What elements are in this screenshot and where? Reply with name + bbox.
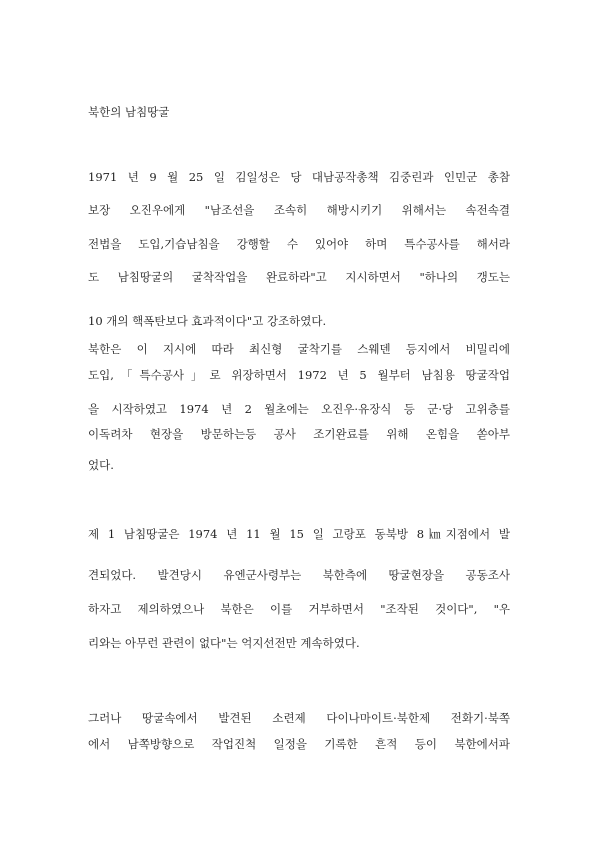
- paragraph-1-line-2: 보장 오진우에게 "남조선을 조속히 해방시키기 위해서는 속전속결: [88, 203, 510, 217]
- paragraph-3-line-2: 에서 남쪽방향으로 작업진척 일정을 기록한 흔적 등이 북한에서파: [88, 737, 510, 751]
- paragraph-3-line-1: 그러나 땅굴속에서 발견된 소련제 다이나마이트·북한제 전화기·북쪽: [88, 711, 510, 725]
- paragraph-1-line-10: 었다.: [88, 458, 114, 472]
- paragraph-2-line-2: 견되었다. 발견당시 유엔군사령부는 북한측에 땅굴현장을 공동조사: [88, 568, 510, 582]
- document-title: 북한의 남침땅굴: [88, 105, 170, 119]
- paragraph-1-line-7: 도입,「특수공사」로 위장하면서 1972 년 5 월부터 남침용 땅굴작업: [88, 368, 510, 382]
- paragraph-2-line-1: 제 1 남침땅굴은 1974 년 11 월 15 일 고랑포 동북방 8㎞지점에서 발: [88, 527, 510, 541]
- paragraph-1-line-9: 이독려차 현장을 방문하는등 공사 조기완료를 위해 온힘을 쏟아부: [88, 427, 510, 441]
- paragraph-2-line-3: 하자고 제의하였으나 북한은 이를 거부하면서 "조작된 것이다", "우: [88, 602, 510, 616]
- paragraph-1-line-8: 을 시작하였고 1974 년 2 월초에는 오진우·유장식 등 군·당 고위층를: [88, 402, 510, 416]
- paragraph-1-line-5: 10 개의 핵폭탄보다 효과적이다"고 강조하였다.: [88, 314, 327, 328]
- paragraph-1-line-1: 1971 년 9 월 25 일 김일성은 당 대남공작총책 김중린과 인민군 총참: [88, 170, 510, 184]
- paragraph-1-line-4: 도 남침땅굴의 굴착작업을 완료하라"고 지시하면서 "하나의 갱도는: [88, 270, 510, 284]
- paragraph-2-line-4: 리와는 아무런 관련이 없다"는 억지선전만 계속하였다.: [88, 636, 360, 650]
- paragraph-1-line-3: 전법을 도입,기습남침을 강행할 수 있어야 하며 특수공사를 해서라: [88, 237, 510, 251]
- paragraph-1-line-6: 북한은 이 지시에 따라 최신형 굴착기를 스웨덴 등지에서 비밀리에: [88, 342, 510, 356]
